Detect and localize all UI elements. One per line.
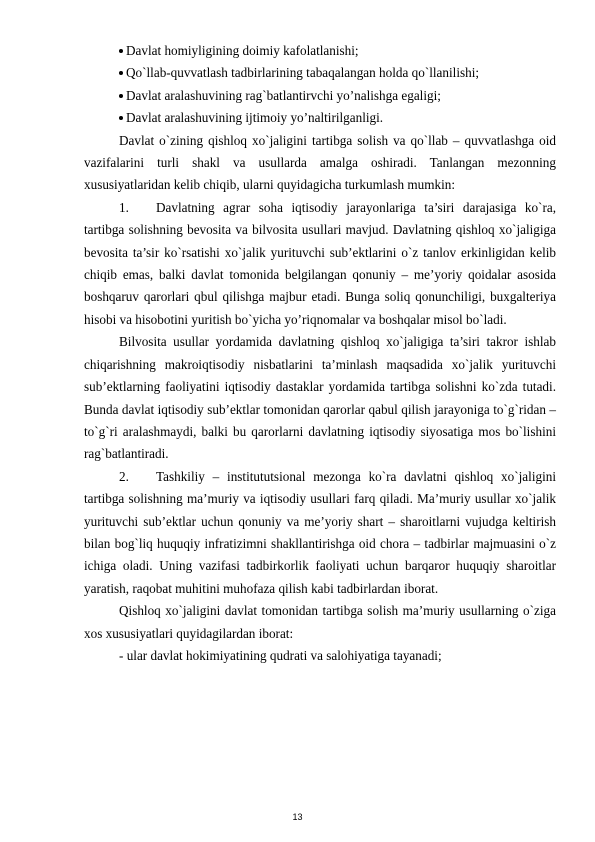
bullet-item	[84, 62, 556, 84]
bullet-icon	[119, 116, 123, 120]
item-number: 2.	[119, 468, 129, 484]
bullet-item	[84, 85, 556, 107]
bullet-text: Davlat homiyligining doimiy kafolatlanishi;	[126, 43, 359, 58]
bullet-icon	[119, 49, 123, 53]
bullet-item	[84, 40, 556, 62]
numbered-item-1	[84, 197, 556, 331]
bullet-icon	[119, 71, 123, 75]
bullet-text: Davlat aralashuvining rag`batlantirvchi yo’nalishga egaligi;	[126, 87, 441, 103]
indirect-methods-paragraph: Bilvosita usullar yordamida davlatning qishloq xo`jaligiga ta’siri takror ishlab chiqarishning makroiqtisodiy nisbatlarini ta’minlash maqsadida xo`jalik yurituvchi sub’ektlarning faoliyatini iqtisodiy dastaklar yordamida tartibga solishni ko`zda tutadi. Bunda davlat iqtisodiy sub’ektlar tomonidan qarorlar qabul qilish jarayoniga to`g`ridan – to`g`ri aralashmaydi, balki bu qarorlarni davlatning iqtisodiy siyosatiga mos bo`lishini rag`batlantiradi.	[84, 334, 556, 462]
bullet-text: Qo`llab-quvvatlash tadbirlarining tabaqalangan holda qo`llanilishi;	[126, 65, 480, 81]
admin-methods-paragraph: Qishloq xo`jaligini davlat tomonidan tartibga solish ma’muriy usullarning o`ziga xos xususiyatlari quyidagilardan iborat:	[84, 603, 556, 641]
item-number: 1.	[119, 199, 129, 215]
bullet-text: Davlat aralashuvining ijtimoiy yo’naltirilganligi.	[126, 110, 384, 126]
intro-paragraph: Davlat o`zining qishloq xo`jaligini tartibga solish va qo`llab – quvvatlashga oid vazifalarini turli shakl va usullarda amalga oshiradi. Tanlangan mezonning xususiyatlaridan kelib chiqib, ularni quyidagicha turkumlash mumkin:	[84, 132, 556, 193]
bullet-item	[84, 107, 556, 129]
item-text: Davlatning agrar soha iqtisodiy jarayonlariga ta’siri darajasiga ko`ra, tartibga solishning bevosita va bilvosita usullari mavjud. Davlatning qishloq xo`jaligiga bevosita ta’sir ko`rsatishi xo`jalik yurituvchi sub’ektlarini o`z tanlov erkinligidan kelib chiqib emas, balki davlat tomonida belgilangan qonuniy – me’yoriy qoidalar asosida boshqaruv qarorlari qbul qilishga majbur etadi. Bunga soliq qonunchiligi, buxgalteriya hisobi va hisobotini yuritish bo`yicha yo’riqnomalar va boshqalar misol bo`ladi.	[84, 199, 556, 327]
item-text: Tashkiliy – institututsional mezonga ko`ra davlatni qishloq xo`jaligini tartibga solishning ma’muriy va iqtisodiy usullari farq qiladi. Ma’muriy usullar xo`jalik yurituvchi sub’ektlar uchun qonuniy va me’yoriy shart – sharoitlarni vujudga keltirish bilan bog`liq huquqiy infratizimni shakllantirishga oid chora – tadbirlar majmuasini o`z ichiga oladi. Uning vazifasi tadbirkorlik faoliyati uchun barqaror huquqiy sharoitlar yaratish, raqobat muhitini muhofaza qilish kabi tadbirlardan iborat.	[84, 468, 556, 596]
page-number: 13	[292, 812, 303, 822]
numbered-item-2	[84, 466, 556, 600]
body-text	[84, 40, 556, 667]
dash-list-item: - ular davlat hokimiyatining qudrati va salohiyatiga tayanadi;	[119, 647, 442, 663]
bullet-icon	[119, 94, 123, 98]
